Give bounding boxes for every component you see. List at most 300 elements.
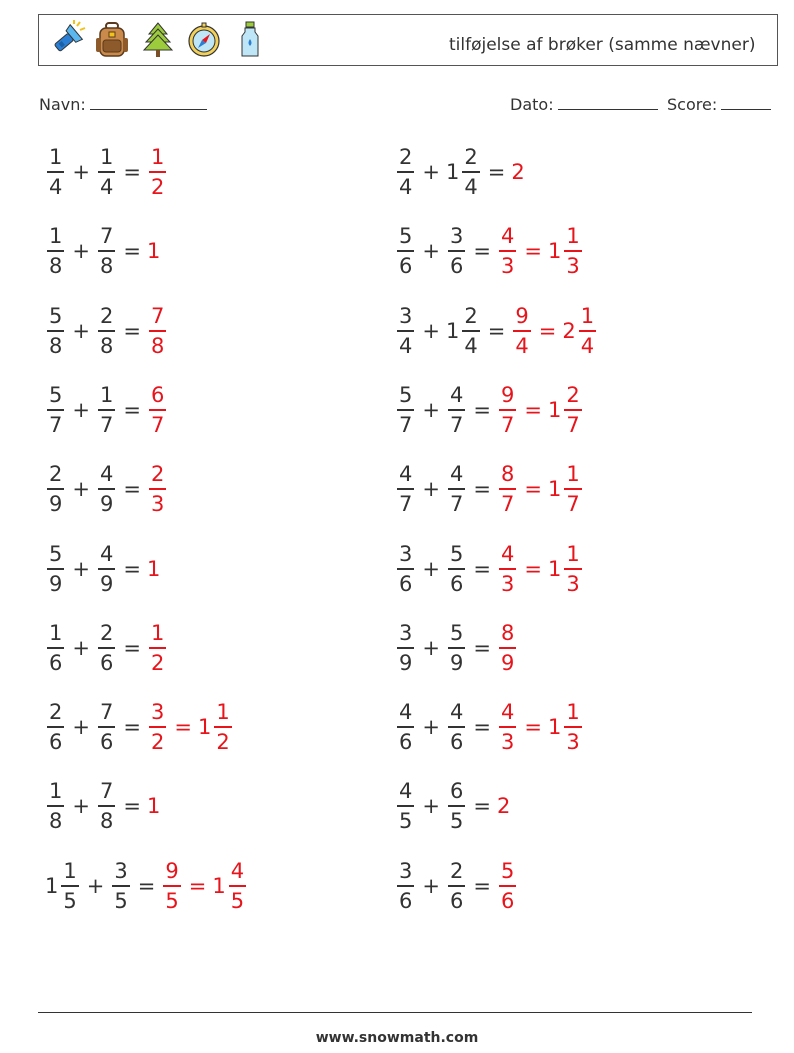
fraction — [564, 461, 581, 516]
fraction — [149, 699, 166, 754]
operator: + — [422, 398, 440, 422]
fraction — [499, 461, 516, 516]
operator: = — [524, 477, 542, 501]
answer — [147, 620, 168, 675]
numerator: 5 — [49, 303, 63, 328]
numerator: 4 — [449, 461, 464, 486]
operator: = — [137, 874, 156, 898]
problem-17 — [45, 777, 161, 835]
numerator: 8 — [500, 461, 515, 486]
date-blank[interactable] — [558, 93, 658, 110]
fraction — [98, 144, 115, 199]
whole-number: 1 — [445, 160, 460, 184]
mixed-number — [547, 382, 584, 437]
whole-number: 1 — [212, 874, 226, 898]
fraction — [397, 778, 414, 833]
denominator: 3 — [150, 491, 165, 516]
fraction — [448, 223, 465, 278]
denominator: 4 — [49, 174, 63, 199]
operator: = — [473, 557, 491, 581]
operator: + — [422, 557, 440, 581]
fraction — [462, 303, 479, 358]
numerator: 1 — [49, 223, 63, 248]
mixed-number — [547, 461, 584, 516]
denominator: 5 — [399, 808, 413, 833]
operator: = — [123, 239, 141, 263]
numerator: 3 — [399, 541, 413, 566]
fraction — [47, 699, 64, 754]
fraction — [564, 382, 581, 437]
mixed-number — [212, 858, 248, 913]
problem-12 — [395, 540, 584, 598]
denominator: 4 — [515, 333, 529, 358]
operator: + — [422, 319, 440, 343]
numerator: 3 — [150, 699, 165, 724]
score-field — [667, 93, 771, 114]
operator: + — [422, 477, 440, 501]
operator: = — [487, 319, 506, 343]
numerator: 1 — [216, 699, 230, 724]
operator: = — [123, 398, 141, 422]
denominator: 6 — [49, 650, 63, 675]
denominator: 5 — [449, 808, 464, 833]
fraction — [98, 541, 115, 596]
operator: + — [72, 319, 90, 343]
denominator: 7 — [399, 412, 413, 437]
numerator: 5 — [449, 620, 464, 645]
fraction — [448, 699, 465, 754]
numerator: 4 — [500, 541, 515, 566]
numerator: 9 — [515, 303, 529, 328]
operator: = — [524, 557, 542, 581]
fraction — [397, 303, 414, 358]
numerator: 6 — [150, 382, 165, 407]
numerator: 1 — [566, 461, 580, 486]
numerator: 3 — [399, 303, 413, 328]
numerator: 6 — [449, 778, 464, 803]
score-blank[interactable] — [721, 93, 771, 110]
denominator: 4 — [99, 174, 114, 199]
denominator: 6 — [449, 253, 464, 278]
header-icons — [43, 17, 273, 63]
fraction — [149, 303, 166, 358]
fraction — [214, 699, 231, 754]
fraction — [448, 778, 465, 833]
denominator: 9 — [449, 650, 464, 675]
numerator: 4 — [399, 699, 413, 724]
answer — [147, 144, 168, 199]
operator: = — [123, 715, 141, 739]
fraction — [564, 699, 581, 754]
mixed-number — [562, 303, 598, 358]
operator: = — [123, 160, 141, 184]
numerator: 2 — [49, 461, 63, 486]
denominator: 7 — [399, 491, 413, 516]
denominator: 4 — [464, 333, 478, 358]
operator: = — [473, 636, 491, 660]
operator: = — [174, 715, 192, 739]
problem-7 — [45, 381, 168, 439]
fraction — [564, 223, 581, 278]
fraction — [499, 858, 516, 913]
numerator: 3 — [399, 620, 413, 645]
fraction — [397, 461, 414, 516]
denominator: 8 — [49, 333, 63, 358]
date-field — [510, 93, 658, 114]
numerator: 4 — [500, 699, 515, 724]
fraction — [149, 382, 166, 437]
numerator: 4 — [99, 461, 114, 486]
whole-number: 1 — [547, 557, 562, 581]
denominator: 4 — [464, 174, 478, 199]
denominator: 4 — [399, 174, 413, 199]
problem-15 — [45, 698, 234, 756]
worksheet-title: tilføjelse af brøker (samme nævner) — [449, 35, 756, 55]
fraction — [462, 144, 479, 199]
numerator: 5 — [449, 541, 464, 566]
numerator: 7 — [99, 223, 114, 248]
whole-number: 1 — [445, 319, 460, 343]
fraction — [397, 858, 414, 913]
fraction — [448, 382, 465, 437]
fraction — [98, 778, 115, 833]
fraction — [98, 461, 115, 516]
fraction — [397, 620, 414, 675]
fraction — [98, 382, 115, 437]
mixed-number — [445, 303, 482, 358]
numerator: 4 — [399, 461, 413, 486]
fraction — [564, 541, 581, 596]
operator: = — [123, 636, 141, 660]
denominator: 7 — [566, 491, 580, 516]
header-box — [38, 14, 778, 66]
mixed-number — [197, 699, 234, 754]
mixed-number — [547, 223, 584, 278]
whole-number: 1 — [45, 874, 59, 898]
denominator: 8 — [49, 253, 63, 278]
name-field — [39, 93, 207, 114]
numerator: 8 — [500, 620, 515, 645]
denominator: 8 — [99, 808, 114, 833]
answer — [497, 794, 511, 818]
denominator: 9 — [49, 491, 63, 516]
operator: = — [487, 160, 506, 184]
numerator: 1 — [150, 620, 165, 645]
mixed-number — [547, 541, 584, 596]
fraction — [47, 541, 64, 596]
numerator: 3 — [449, 223, 464, 248]
denominator: 2 — [216, 729, 230, 754]
water-bottle-icon — [227, 17, 273, 63]
denominator: 2 — [150, 729, 165, 754]
answer — [147, 794, 161, 818]
fraction — [149, 144, 166, 199]
fraction — [149, 620, 166, 675]
problem-8 — [395, 381, 584, 439]
operator: + — [86, 874, 105, 898]
operator: = — [123, 319, 141, 343]
denominator: 3 — [566, 571, 580, 596]
footer-url: www.snowmath.com — [315, 1030, 479, 1046]
whole-number: 1 — [547, 239, 562, 263]
operator: = — [473, 874, 491, 898]
operator: = — [473, 715, 491, 739]
operator: + — [422, 160, 440, 184]
backpack-icon — [89, 17, 135, 63]
fraction — [163, 858, 180, 913]
fraction — [397, 144, 414, 199]
denominator: 9 — [49, 571, 63, 596]
numerator: 9 — [165, 858, 179, 883]
denominator: 7 — [150, 412, 165, 437]
operator: + — [422, 794, 440, 818]
numerator: 4 — [230, 858, 245, 883]
numerator: 1 — [566, 223, 580, 248]
denominator: 5 — [230, 888, 245, 913]
numerator: 2 — [464, 144, 478, 169]
denominator: 6 — [500, 888, 515, 913]
numerator: 1 — [566, 699, 580, 724]
operator: + — [72, 398, 90, 422]
numerator: 3 — [399, 858, 413, 883]
numerator: 7 — [150, 303, 165, 328]
denominator: 6 — [399, 888, 413, 913]
fraction — [98, 223, 115, 278]
denominator: 7 — [500, 412, 515, 437]
denominator: 7 — [449, 412, 464, 437]
fraction — [112, 858, 129, 913]
numerator: 4 — [449, 382, 464, 407]
fraction — [513, 303, 530, 358]
numerator: 1 — [580, 303, 595, 328]
numerator: 7 — [99, 778, 114, 803]
operator: + — [72, 557, 90, 581]
denominator: 5 — [114, 888, 128, 913]
fraction — [47, 303, 64, 358]
denominator: 7 — [449, 491, 464, 516]
whole-number: 1 — [197, 715, 212, 739]
whole-number: 1 — [547, 477, 562, 501]
denominator: 3 — [500, 729, 515, 754]
denominator: 6 — [449, 571, 464, 596]
operator: = — [123, 477, 141, 501]
fraction — [397, 223, 414, 278]
whole-number: 1 — [146, 557, 161, 581]
numerator: 2 — [99, 620, 114, 645]
fraction — [397, 541, 414, 596]
numerator: 2 — [399, 144, 413, 169]
problem-14 — [395, 619, 518, 677]
fraction — [47, 223, 64, 278]
numerator: 2 — [566, 382, 580, 407]
operator: + — [422, 636, 440, 660]
numerator: 1 — [49, 620, 63, 645]
denominator: 2 — [150, 174, 165, 199]
problem-20 — [395, 857, 518, 915]
denominator: 6 — [399, 253, 413, 278]
answer — [497, 461, 584, 516]
numerator: 1 — [150, 144, 165, 169]
denominator: 4 — [399, 333, 413, 358]
problem-6 — [395, 302, 598, 360]
numerator: 2 — [49, 699, 63, 724]
problem-4 — [395, 222, 584, 280]
answer — [497, 858, 518, 913]
problem-3 — [45, 222, 161, 280]
fraction — [499, 541, 516, 596]
operator: = — [473, 477, 491, 501]
numerator: 4 — [500, 223, 515, 248]
answer — [147, 557, 161, 581]
whole-number: 1 — [547, 715, 562, 739]
operator: + — [422, 715, 440, 739]
problem-16 — [395, 698, 584, 756]
denominator: 7 — [500, 491, 515, 516]
name-blank[interactable] — [90, 93, 207, 110]
operator: = — [538, 319, 557, 343]
mixed-number — [547, 699, 584, 754]
numerator: 1 — [99, 382, 114, 407]
operator: = — [123, 557, 141, 581]
fraction — [448, 541, 465, 596]
fraction — [448, 620, 465, 675]
fraction — [229, 858, 246, 913]
operator: + — [422, 874, 440, 898]
denominator: 6 — [99, 650, 114, 675]
fraction — [47, 620, 64, 675]
whole-number: 2 — [496, 794, 511, 818]
numerator: 7 — [99, 699, 114, 724]
answer — [147, 699, 234, 754]
fraction — [397, 699, 414, 754]
operator: = — [188, 874, 207, 898]
fraction — [579, 303, 596, 358]
denominator: 8 — [150, 333, 165, 358]
answer — [147, 382, 168, 437]
numerator: 4 — [99, 541, 114, 566]
fraction — [499, 699, 516, 754]
date-label: Dato: — [510, 95, 554, 114]
score-label: Score: — [667, 95, 718, 114]
denominator: 4 — [580, 333, 595, 358]
denominator: 3 — [500, 571, 515, 596]
answer — [147, 303, 168, 358]
whole-number: 1 — [146, 794, 161, 818]
denominator: 6 — [449, 888, 464, 913]
denominator: 9 — [99, 491, 114, 516]
compass-icon — [181, 17, 227, 63]
operator: = — [473, 398, 491, 422]
operator: = — [524, 398, 542, 422]
fraction — [61, 858, 78, 913]
numerator: 2 — [449, 858, 464, 883]
fraction — [448, 461, 465, 516]
answer — [497, 699, 584, 754]
operator: + — [422, 239, 440, 263]
name-label: Navn: — [39, 95, 86, 114]
operator: + — [72, 715, 90, 739]
numerator: 5 — [399, 382, 413, 407]
numerator: 3 — [114, 858, 128, 883]
denominator: 3 — [566, 253, 580, 278]
denominator: 6 — [99, 729, 114, 754]
numerator: 1 — [99, 144, 114, 169]
fraction — [47, 461, 64, 516]
fraction — [499, 382, 516, 437]
problem-1 — [45, 143, 168, 201]
fraction — [47, 144, 64, 199]
denominator: 7 — [566, 412, 580, 437]
numerator: 4 — [399, 778, 413, 803]
whole-number: 1 — [146, 239, 161, 263]
denominator: 8 — [99, 253, 114, 278]
operator: = — [473, 239, 491, 263]
numerator: 9 — [500, 382, 515, 407]
numerator: 2 — [99, 303, 114, 328]
whole-number: 2 — [511, 160, 525, 184]
fraction — [47, 778, 64, 833]
problem-13 — [45, 619, 168, 677]
answer — [497, 382, 584, 437]
numerator: 5 — [49, 382, 63, 407]
operator: = — [524, 239, 542, 263]
numerator: 5 — [49, 541, 63, 566]
flashlight-icon — [43, 17, 89, 63]
operator: + — [72, 160, 90, 184]
operator: = — [524, 715, 542, 739]
operator: + — [72, 636, 90, 660]
fraction — [98, 303, 115, 358]
mixed-number — [45, 858, 81, 913]
denominator: 3 — [566, 729, 580, 754]
answer — [497, 620, 518, 675]
fraction — [448, 858, 465, 913]
problem-19 — [45, 857, 248, 915]
problem-18 — [395, 777, 511, 835]
pine-tree-icon — [135, 17, 181, 63]
fraction — [98, 699, 115, 754]
answer — [511, 303, 598, 358]
problem-5 — [45, 302, 168, 360]
denominator: 5 — [63, 888, 77, 913]
operator: + — [72, 239, 90, 263]
denominator: 5 — [165, 888, 179, 913]
denominator: 7 — [49, 412, 63, 437]
denominator: 6 — [449, 729, 464, 754]
problem-2 — [395, 143, 526, 201]
answer — [511, 160, 525, 184]
numerator: 1 — [566, 541, 580, 566]
denominator: 9 — [500, 650, 515, 675]
whole-number: 1 — [547, 398, 562, 422]
fraction — [149, 461, 166, 516]
answer — [147, 461, 168, 516]
whole-number: 2 — [562, 319, 576, 343]
problem-9 — [45, 460, 168, 518]
denominator: 6 — [399, 729, 413, 754]
numerator: 1 — [49, 144, 63, 169]
fraction — [499, 620, 516, 675]
operator: + — [72, 477, 90, 501]
numerator: 2 — [464, 303, 478, 328]
denominator: 9 — [399, 650, 413, 675]
numerator: 5 — [500, 858, 515, 883]
mixed-number — [445, 144, 482, 199]
denominator: 2 — [150, 650, 165, 675]
fraction — [98, 620, 115, 675]
operator: = — [123, 794, 141, 818]
fraction — [397, 382, 414, 437]
